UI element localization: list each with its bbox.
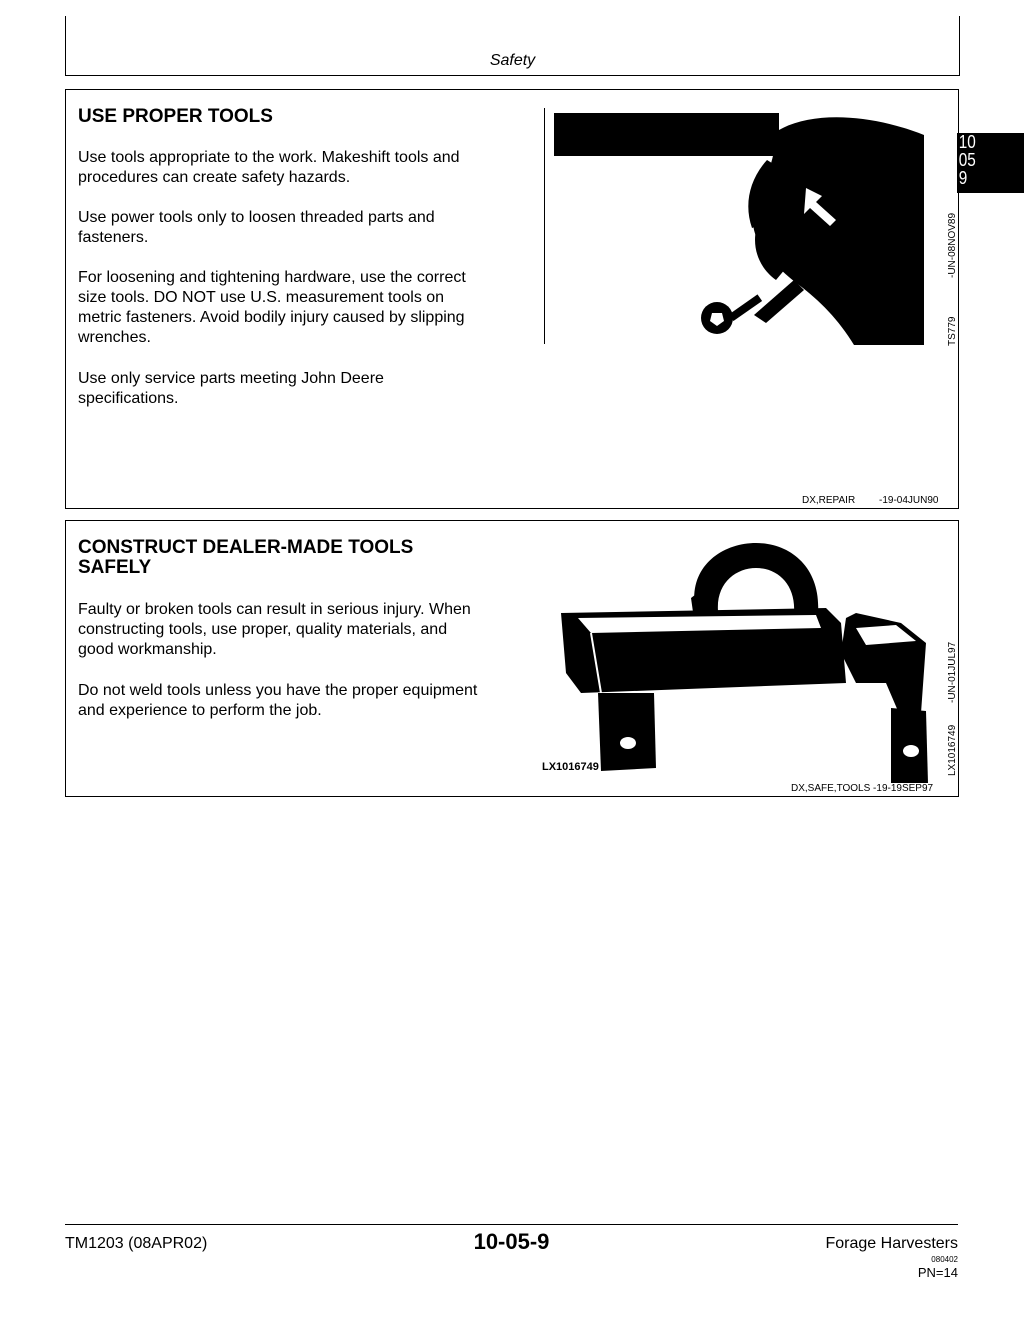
page-number: 10-05-9 [473,1229,550,1254]
text-line: wrenches. [78,329,151,346]
text-line: and experience to perform the job. [78,702,322,719]
pn-number: PN=14 [917,1265,958,1280]
product-name: Forage Harvesters [825,1235,958,1252]
print-code: 080402 [931,1255,958,1264]
heading-line: CONSTRUCT DEALER-MADE TOOLS [78,537,414,558]
header-title: Safety [489,52,536,69]
section-use-proper-tools [65,89,959,509]
paragraph-1 [78,148,460,188]
text-line: Faulty or broken tools can result in serious injury. When [78,601,471,618]
divider-line [544,108,545,344]
section-tab-line3: 9 [958,168,968,188]
section-heading: USE PROPER TOOLS [78,106,273,127]
paragraph-4 [78,369,384,409]
section-dealer-made-tools [65,520,959,797]
heading-line: SAFELY [78,557,152,578]
text-line: Use only service parts meeting John Deere [78,370,384,387]
text-line: Do not weld tools unless you have the proper equipment [78,682,478,699]
broken-tool-illustration [556,533,936,783]
image-date-code: -UN-01JUL97 [947,641,958,703]
text-line: constructing tools, use proper, quality materials, and [78,621,448,638]
image-id: TS779 [947,316,958,346]
image-date-code: -UN-08NOV89 [947,212,958,278]
paragraph-2 [78,208,435,248]
footer-code: DX,SAFE,TOOLS -19-19SEP97 [791,783,934,794]
text-line: good workmanship. [78,641,217,658]
text-line: Use power tools only to loosen threaded parts and [78,209,435,226]
section-tab-line1: 10 [958,132,976,152]
text-line: procedures can create safety hazards. [78,169,351,186]
footer-code-a: DX,REPAIR [802,495,856,506]
text-line: For loosening and tightening hardware, use the correct [78,269,466,286]
text-line: fasteners. [78,229,149,246]
footer-code-b: -19-04JUN90 [879,495,939,506]
paragraph-1 [78,600,471,660]
text-line: metric fasteners. Avoid bodily injury caused by slipping [78,309,465,326]
text-line: size tools. DO NOT use U.S. measurement tools on [78,289,445,306]
paragraph-2 [78,681,477,721]
section-heading [78,538,413,578]
image-label: LX1016749 [542,761,599,773]
page-header [65,16,960,76]
page-footer [65,1224,958,1280]
image-id: LX1016749 [947,724,958,776]
paragraph-3 [78,268,466,348]
text-line: specifications. [78,390,179,407]
text-line: Use tools appropriate to the work. Makeshift tools and [78,149,460,166]
section-tab [957,133,1024,193]
hand-wrench-illustration [554,110,939,350]
section-tab-line2: 05 [958,150,976,170]
document-id: TM1203 (08APR02) [65,1235,208,1252]
